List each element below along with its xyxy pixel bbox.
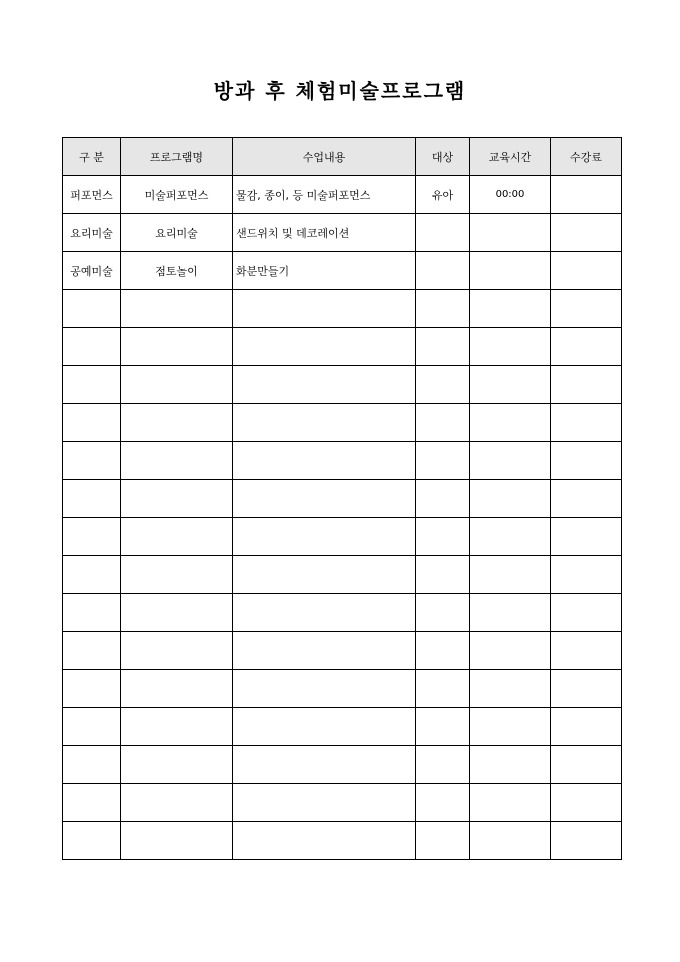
target-cell: [416, 708, 470, 746]
fee-cell: [551, 442, 622, 480]
table-row: [63, 670, 622, 708]
category-cell: 퍼포먼스: [63, 176, 121, 214]
table-row: [63, 822, 622, 860]
page-title: 방과 후 체험미술프로그램: [213, 79, 467, 103]
class-content-cell: [233, 404, 416, 442]
fee-cell: [551, 480, 622, 518]
category-cell: [63, 594, 121, 632]
table-row: [63, 708, 622, 746]
table-row: [63, 366, 622, 404]
class-content-cell: [233, 708, 416, 746]
class-content-cell: 샌드위치 및 데코레이션: [233, 214, 416, 252]
program-name-cell: [121, 556, 233, 594]
program-table: [62, 137, 622, 860]
target-cell: [416, 746, 470, 784]
program-name-cell: [121, 632, 233, 670]
table-row: [63, 518, 622, 556]
class-time-cell: [470, 404, 551, 442]
target-cell: [416, 290, 470, 328]
target-cell: [416, 214, 470, 252]
class-time-cell: [470, 480, 551, 518]
fee-cell: [551, 290, 622, 328]
table-row: [63, 214, 622, 252]
fee-cell: [551, 708, 622, 746]
target-cell: 유아: [416, 176, 470, 214]
target-cell: [416, 632, 470, 670]
table-row: [63, 746, 622, 784]
target-cell: [416, 594, 470, 632]
class-content-cell: [233, 632, 416, 670]
class-time-cell: [470, 556, 551, 594]
fee-cell: [551, 328, 622, 366]
class-content-cell: [233, 328, 416, 366]
class-time-cell: [470, 442, 551, 480]
fee-cell: [551, 518, 622, 556]
program-name-cell: [121, 670, 233, 708]
class-time-cell: [470, 328, 551, 366]
target-cell: [416, 518, 470, 556]
class-content-cell: [233, 746, 416, 784]
category-cell: [63, 746, 121, 784]
header-class-content: 수업내용: [233, 138, 416, 176]
class-content-cell: 물감, 종이, 등 미술퍼포먼스: [233, 176, 416, 214]
category-cell: [63, 784, 121, 822]
table-row: [63, 480, 622, 518]
class-content-cell: [233, 366, 416, 404]
table-row: [63, 290, 622, 328]
table-row: [63, 404, 622, 442]
target-cell: [416, 556, 470, 594]
table-body: [63, 176, 622, 860]
header-category: 구 분: [63, 138, 121, 176]
class-content-cell: [233, 442, 416, 480]
category-cell: [63, 404, 121, 442]
target-cell: [416, 480, 470, 518]
category-cell: [63, 556, 121, 594]
category-cell: [63, 822, 121, 860]
class-content-cell: 화분만들기: [233, 252, 416, 290]
fee-cell: [551, 176, 622, 214]
category-cell: [63, 708, 121, 746]
fee-cell: [551, 822, 622, 860]
fee-cell: [551, 632, 622, 670]
class-time-cell: [470, 366, 551, 404]
class-content-cell: [233, 480, 416, 518]
header-fee: 수강료: [551, 138, 622, 176]
category-cell: 공예미술: [63, 252, 121, 290]
header-target: 대상: [416, 138, 470, 176]
fee-cell: [551, 214, 622, 252]
category-cell: [63, 328, 121, 366]
category-cell: 요리미술: [63, 214, 121, 252]
fee-cell: [551, 404, 622, 442]
table-row: [63, 556, 622, 594]
target-cell: [416, 442, 470, 480]
program-name-cell: 미술퍼포먼스: [121, 176, 233, 214]
class-time-cell: [470, 708, 551, 746]
program-name-cell: [121, 708, 233, 746]
class-time-cell: [470, 746, 551, 784]
target-cell: [416, 252, 470, 290]
program-name-cell: [121, 518, 233, 556]
category-cell: [63, 290, 121, 328]
category-cell: [63, 480, 121, 518]
table-row: [63, 328, 622, 366]
category-cell: [63, 518, 121, 556]
program-name-cell: [121, 328, 233, 366]
class-content-cell: [233, 670, 416, 708]
table-row: [63, 252, 622, 290]
program-name-cell: [121, 784, 233, 822]
program-name-cell: 점토놀이: [121, 252, 233, 290]
category-cell: [63, 366, 121, 404]
class-content-cell: [233, 594, 416, 632]
category-cell: [63, 670, 121, 708]
table-row: [63, 176, 622, 214]
class-content-cell: [233, 784, 416, 822]
fee-cell: [551, 784, 622, 822]
fee-cell: [551, 252, 622, 290]
program-name-cell: [121, 746, 233, 784]
class-content-cell: [233, 556, 416, 594]
class-content-cell: [233, 822, 416, 860]
class-time-cell: [470, 594, 551, 632]
class-time-cell: [470, 290, 551, 328]
fee-cell: [551, 366, 622, 404]
header-program-name: 프로그램명: [121, 138, 233, 176]
fee-cell: [551, 670, 622, 708]
class-time-cell: 00:00: [470, 176, 551, 214]
program-name-cell: [121, 290, 233, 328]
fee-cell: [551, 594, 622, 632]
class-time-cell: [470, 214, 551, 252]
fee-cell: [551, 556, 622, 594]
category-cell: [63, 442, 121, 480]
program-name-cell: [121, 404, 233, 442]
class-time-cell: [470, 670, 551, 708]
class-time-cell: [470, 252, 551, 290]
class-content-cell: [233, 518, 416, 556]
table-row: [63, 632, 622, 670]
table-header-row: [63, 138, 622, 176]
class-time-cell: [470, 784, 551, 822]
program-name-cell: 요리미술: [121, 214, 233, 252]
header-class-time: 교육시간: [470, 138, 551, 176]
category-cell: [63, 632, 121, 670]
target-cell: [416, 404, 470, 442]
table-row: [63, 784, 622, 822]
table-row: [63, 442, 622, 480]
target-cell: [416, 822, 470, 860]
program-name-cell: [121, 442, 233, 480]
program-name-cell: [121, 366, 233, 404]
target-cell: [416, 366, 470, 404]
program-name-cell: [121, 594, 233, 632]
program-name-cell: [121, 480, 233, 518]
target-cell: [416, 784, 470, 822]
target-cell: [416, 328, 470, 366]
class-time-cell: [470, 822, 551, 860]
class-time-cell: [470, 518, 551, 556]
target-cell: [416, 670, 470, 708]
class-content-cell: [233, 290, 416, 328]
table-row: [63, 594, 622, 632]
class-time-cell: [470, 632, 551, 670]
program-name-cell: [121, 822, 233, 860]
fee-cell: [551, 746, 622, 784]
